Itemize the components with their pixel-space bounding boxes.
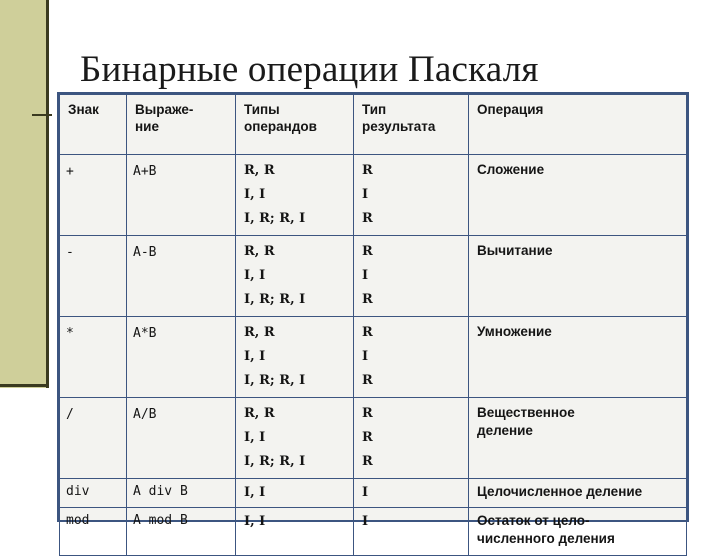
result-type: R xyxy=(362,454,373,469)
cell-operand-types xyxy=(236,236,354,317)
cell-operand-types xyxy=(236,479,354,508)
cell-sign: * xyxy=(60,317,127,398)
result-type: R xyxy=(362,244,373,259)
operand-type: I, I xyxy=(244,187,266,202)
result-type: R xyxy=(362,430,373,445)
header-result-type xyxy=(354,95,469,155)
table-header-row xyxy=(60,95,687,155)
header-line: Типы xyxy=(244,102,280,117)
cell-sign: - xyxy=(60,236,127,317)
result-type: I xyxy=(362,514,369,529)
cell-expression: A*B xyxy=(127,317,236,398)
operations-table-image xyxy=(57,92,689,546)
result-type: R xyxy=(362,211,373,226)
cell-sign: mod xyxy=(60,508,127,556)
header-expression xyxy=(127,95,236,155)
cell-expression: A mod B xyxy=(127,508,236,556)
result-type: R xyxy=(362,325,373,340)
cell-operand-types xyxy=(236,508,354,556)
operation-line: Сложение xyxy=(477,162,545,177)
cell-operand-types xyxy=(236,155,354,236)
operand-type: I, I xyxy=(244,268,266,283)
result-type: R xyxy=(362,163,373,178)
header-sign xyxy=(60,95,127,155)
cell-operation xyxy=(469,398,687,479)
cell-operand-types xyxy=(236,317,354,398)
header-line: операндов xyxy=(244,119,317,134)
result-type: I xyxy=(362,268,369,283)
decorative-side-band xyxy=(0,0,46,388)
operand-type: I, I xyxy=(244,514,266,529)
header-line: Операция xyxy=(477,102,544,117)
header-line: Тип xyxy=(362,102,387,117)
operand-type: R, R xyxy=(244,163,275,178)
operand-type: I, I xyxy=(244,430,266,445)
table-row xyxy=(60,317,687,398)
header-operation xyxy=(469,95,687,155)
cell-expression: A/B xyxy=(127,398,236,479)
cell-operation xyxy=(469,479,687,508)
cell-result-types xyxy=(354,398,469,479)
operation-line: Вычитание xyxy=(477,243,553,258)
cell-operation xyxy=(469,155,687,236)
cell-expression: A+B xyxy=(127,155,236,236)
header-line: Выраже- xyxy=(135,102,194,117)
cell-expression: A-B xyxy=(127,236,236,317)
result-type: I xyxy=(362,485,369,500)
operand-type: I, I xyxy=(244,349,266,364)
operation-line: Умножение xyxy=(477,324,552,339)
header-operand-types xyxy=(236,95,354,155)
operand-type: I, R; R, I xyxy=(244,454,306,469)
cell-operation xyxy=(469,236,687,317)
decorative-title-rule xyxy=(32,114,52,116)
operand-type: R, R xyxy=(244,244,275,259)
cell-result-types xyxy=(354,508,469,556)
cell-operation xyxy=(469,317,687,398)
cell-result-types xyxy=(354,155,469,236)
table-row xyxy=(60,508,687,556)
cell-result-types xyxy=(354,479,469,508)
header-line: результата xyxy=(362,119,436,134)
operand-type: I, R; R, I xyxy=(244,292,306,307)
operand-type: I, I xyxy=(244,485,266,500)
result-type: I xyxy=(362,349,369,364)
table-row xyxy=(60,236,687,317)
cell-operand-types xyxy=(236,398,354,479)
cell-expression: A div B xyxy=(127,479,236,508)
operation-line: деление xyxy=(477,423,533,438)
operations-table xyxy=(59,94,687,556)
operation-line: численного деления xyxy=(477,531,615,546)
result-type: R xyxy=(362,373,373,388)
cell-result-types xyxy=(354,236,469,317)
operand-type: I, R; R, I xyxy=(244,373,306,388)
operand-type: R, R xyxy=(244,406,275,421)
table-row xyxy=(60,479,687,508)
cell-sign: / xyxy=(60,398,127,479)
slide-title: Бинарные операции Паскаля xyxy=(80,49,539,90)
header-line: ние xyxy=(135,119,159,134)
result-type: R xyxy=(362,292,373,307)
operand-type: I, R; R, I xyxy=(244,211,306,226)
operation-line: Остаток от цело- xyxy=(477,513,590,528)
cell-sign: + xyxy=(60,155,127,236)
decorative-vertical-rule xyxy=(46,0,49,388)
operand-type: R, R xyxy=(244,325,275,340)
header-line: Знак xyxy=(68,102,99,117)
result-type: I xyxy=(362,187,369,202)
decorative-bottom-rule xyxy=(0,384,49,387)
operation-line: Вещественное xyxy=(477,405,575,420)
cell-result-types xyxy=(354,317,469,398)
cell-operation xyxy=(469,508,687,556)
operation-line: Целочисленное деление xyxy=(477,484,643,499)
table-row xyxy=(60,398,687,479)
result-type: R xyxy=(362,406,373,421)
cell-sign: div xyxy=(60,479,127,508)
table-row xyxy=(60,155,687,236)
